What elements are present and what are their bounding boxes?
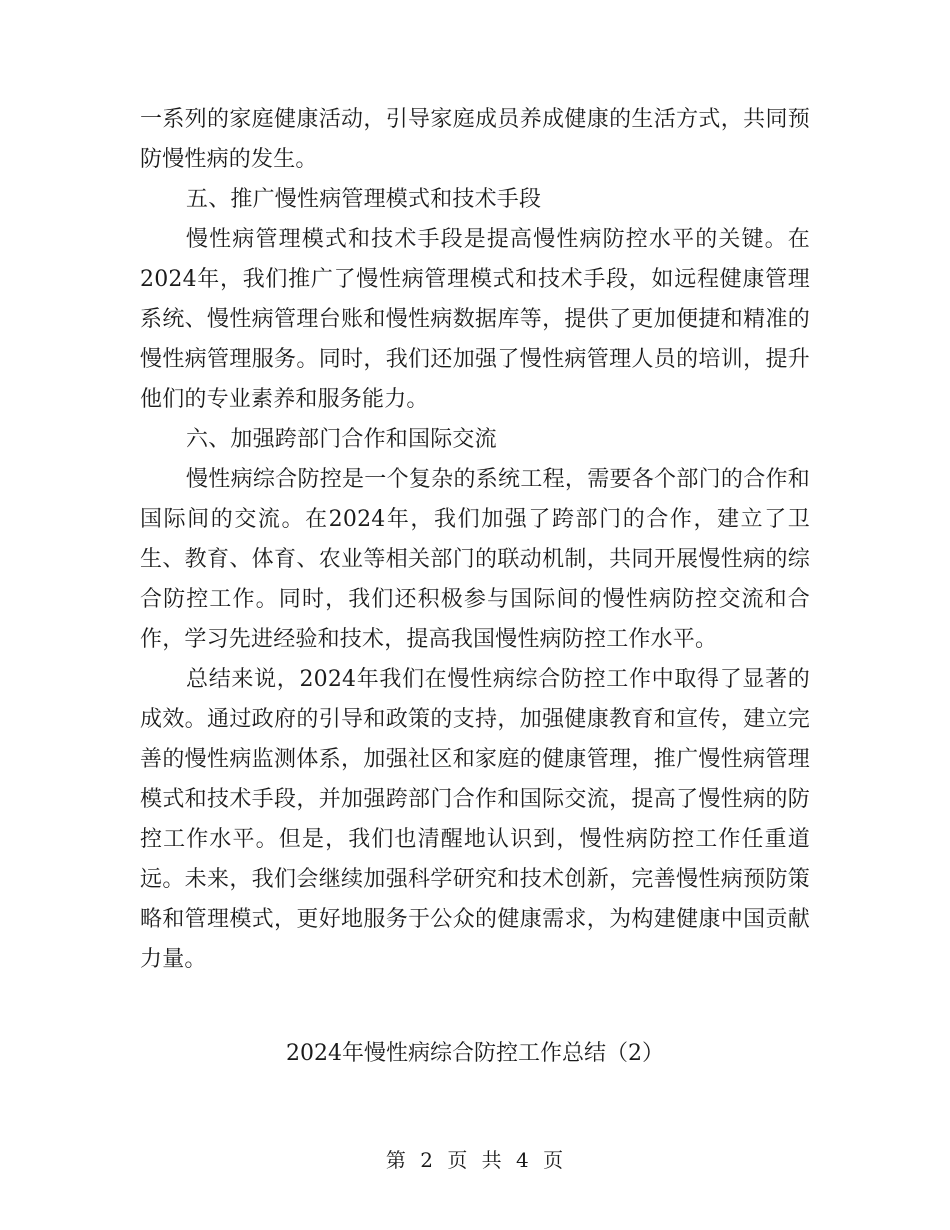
paragraph-summary: 总结来说，2024年我们在慢性病综合防控工作中取得了显著的成效。通过政府的引导和政策的支持，加强健康教育和宣传，建立完善的慢性病监测体系，加强社区和家庭的健康管理，推广慢性病管理模式和技术手段，并加强跨部门合作和国际交流，提高了慢性病的防控工作水平。但是，我们也清醒地认识到，慢性病防控工作任重道远。未来，我们会继续加强科学研究和技术创新，完善慢性病预防策略和管理模式，更好地服务于公众的健康需求，为构建健康中国贡献力量。: [140, 667, 810, 972]
document-title: 2024年慢性病综合防控工作总结（2）: [286, 1041, 664, 1066]
paragraph-cooperation: 慢性病综合防控是一个复杂的系统工程，需要各个部门的合作和国际间的交流。在2024年，我们加强了跨部门的合作，建立了卫生、教育、体育、农业等相关部门的联动机制，共同开展慢性病的综合防控工作。同时，我们还积极参与国际间的慢性病防控交流和合作，学习先进经验和技术，提高我国慢性病防控工作水平。: [140, 467, 810, 652]
section-heading-six: 六、加强跨部门合作和国际交流: [186, 427, 497, 452]
paragraph-management-models: 慢性病管理模式和技术手段是提高慢性病防控水平的关键。在2024年，我们推广了慢性病管理模式和技术手段，如远程健康管理系统、慢性病管理台账和慢性病数据库等，提供了更加便捷和精准的慢性病管理服务。同时，我们还加强了慢性病管理人员的培训，提升他们的专业素养和服务能力。: [140, 227, 810, 412]
page-number-footer: 第 2 页 共 4 页: [385, 1148, 565, 1172]
section-heading-five: 五、推广慢性病管理模式和技术手段: [186, 187, 542, 212]
document-body: [140, 100, 810, 980]
paragraph-continuation: 一系列的家庭健康活动，引导家庭成员养成健康的生活方式，共同预防慢性病的发生。: [140, 107, 810, 172]
